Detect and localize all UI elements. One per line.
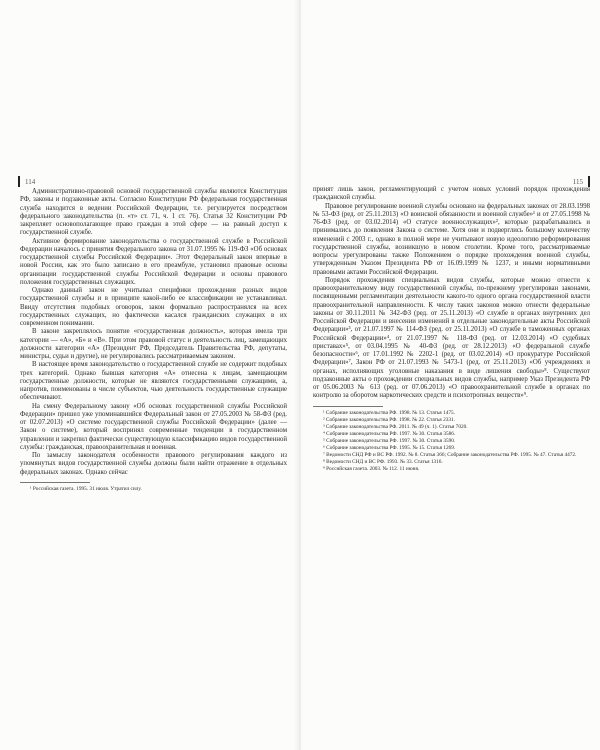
footnote: ⁶ Собрание законодательства РФ. 1995. № 15. Статья 1269. bbox=[323, 444, 456, 451]
paragraph: В законе закреплялось понятие «государственная должность», которая имела три категории — «А», «Б» и «В». При этом правовой статус и деятельность лиц, замещающих должности категории «А» (Президент РФ, Председатель Правительства РФ, депутаты, министры, судьи и другие), не регулировались рассматриваемым законом. bbox=[20, 328, 287, 360]
right-footnotes bbox=[313, 410, 590, 474]
right-page-number: 115 bbox=[572, 177, 583, 186]
left-footnotes bbox=[20, 486, 287, 493]
footnote: ⁸ Ведомости СНД и ВС РФ. 1993. № 33. Статья 1316. bbox=[323, 459, 443, 466]
left-page-number-marker bbox=[18, 176, 35, 187]
paragraph: Активное формирование законодательства о государственной службе в Российской Федерации началось с принятия Федерального закона от 31.07.1995 № 119-ФЗ «Об основах государственной службы Российской Федерации». Этот Федеральный закон впервые в новой России, как это было записано в его преамбуле, установил правовые основы организации государственной службы Российской Федерации и основы правового положения государственных служащих. bbox=[20, 237, 287, 286]
paragraph: принят лишь закон, регламентирующий с учетом новых условий порядок прохождения гражданской службы. bbox=[313, 186, 590, 202]
right-page bbox=[301, 0, 600, 750]
footnote-divider bbox=[313, 406, 383, 407]
footnote: ¹ Российская газета. 1995. 31 июля. Утратил силу. bbox=[30, 485, 142, 492]
paragraph: В настоящее время законодательство о государственной службе не содержит подобных трех категорий. Однако бывшая категория «А» отнесена к лицам, замещающим государственные должности, которые не являются государственными служащими, а, напротив, поименованы в числе субъектов, чью деятельность государственные служащие обеспечивают. bbox=[20, 361, 287, 402]
footnote: ² Собрание законодательства РФ. 1998. № 22. Статья 2331. bbox=[323, 416, 455, 423]
left-page-number: 114 bbox=[25, 177, 36, 186]
left-page-body bbox=[20, 188, 287, 493]
footnote: ⁵ Собрание законодательства РФ. 1997. № 30. Статья 3590. bbox=[323, 437, 456, 444]
footnote: ³ Собрание законодательства РФ. 2011. № 49 (ч. 1). Статья 7020. bbox=[323, 423, 468, 430]
left-page bbox=[0, 0, 299, 750]
footnote: ⁴ Собрание законодательства РФ. 1997. № 30. Статья 3586. bbox=[323, 430, 456, 437]
page-number-bar bbox=[18, 176, 20, 187]
footnote: ⁹ Российская газета. 2003. № 112. 11 июня. bbox=[323, 466, 420, 473]
paragraph: Административно-правовой основой государственной службы являются Конституция РФ, законы и подзаконные акты. Согласно Конституции РФ федеральная государственная служба находится в ведении Российской Федерации, т.е. регулируется посредством федерального законодательства (п. «т» ст. 71, ч. 1 ст. 76). Статья 32 Конституции РФ закрепляет основополагающее право граждан в этой сфере — на равный доступ к государственной службе. bbox=[20, 188, 287, 237]
footnote: ¹ Собрание законодательства РФ. 1998. № 13. Статья 1475. bbox=[323, 409, 455, 416]
footnote-divider bbox=[20, 482, 90, 483]
right-page-body bbox=[313, 186, 590, 473]
paragraph: По замыслу законодателя особенности правового регулирования каждого из упомянутых видов государственной службы должны были найти отражение в отдельных федеральных законах. Однако сейчас bbox=[20, 452, 287, 476]
paragraph: На смену Федеральному закону «Об основах государственной службы Российской Федерации» пришел уже упоминавшийся Федеральный закон от 27.05.2003 № 58-ФЗ (ред. от 02.07.2013) «О системе государственной службы Российской Федерации» (далее — Закон о системе), который воспринял современные тенденции в государственном управлении и закрепил фактически существующую классификацию видов государственной службы: гражданская, правоохранительная и военная. bbox=[20, 402, 287, 451]
paragraph: Правовое регулирование военной службы основано на федеральных законах от 28.03.1998 № 53-ФЗ (ред. от 25.11.2013) «О воинской обязанности и военной службе»¹ и от 27.05.1998 № 76-ФЗ (ред. от 03.02.2014) «О статусе военнослужащих»², которые разрабатывались и принимались до появления Закона о системе. Хотя они и подверглись большому количеству изменений с 2003 г., однако в полной мере не учитывают новую идеологию реформирования государственной службы, возникшую в новом столетии. Кроме того, рассматриваемые вопросы урегулированы также Положением о порядке прохождения военной службы, утвержденным Указом Президента РФ от 16.09.1999 № 1237, и иными нормативными правовыми актами Российской Федерации. bbox=[313, 202, 590, 276]
footnote: ⁷ Ведомости СНД РФ и ВС РФ. 1992. № 8. Статья 366; Собрание законодательства РФ. 1995. № 47. Статья 4472. bbox=[323, 452, 577, 459]
paragraph: Однако данный закон не учитывал специфики прохождения разных видов государственной службы и в принципе какой-либо ее классификации не устанавливал. Ввиду отсутствия подобных оговорок, закон формально распространялся на всех государственных служащих, но фактически касался гражданских служащих в их современном понимании. bbox=[20, 287, 287, 327]
paragraph: Порядок прохождения специальных видов службы, которые можно отнести к правоохранительному виду государственной службы, по-прежнему урегулирован законами, посвященными регламентации деятельности какого-то одного органа государственной власти правоохранительной направленности. К числу таких законов можно отнести федеральные законы от 30.11.2011 № 342-ФЗ (ред. от 25.11.2013) «О службе в органах внутренних дел Российской Федерации и внесении изменений в отдельные законодательные акты Российской Федерации»³, от 21.07.1997 № 114-ФЗ (ред. от 25.11.2013) «О службе в таможенных органах Российской Федерации»⁴, от 21.07.1997 № 118-ФЗ (ред. от 12.03.2014) «О судебных приставах»⁵, от 03.04.1995 № 40-ФЗ (ред. от 28.12.2013) «О федеральной службе безопасности»⁶, от 17.01.1992 № 2202-1 (ред. от 03.02.2014) «О прокуратуре Российской Федерации»⁷, Закон РФ от 21.07.1993 № 5473-1 (ред. от 25.11.2013) «Об учреждениях и органах, исполняющих уголовные наказания в виде лишения свободы»⁸. Существуют подзаконные акты о прохождении специальных видов службы, например Указ Президента РФ от 05.06.2003 № 613 (ред. от 07.06.2013) «О правоохранительной службе в органах по контролю за оборотом наркотических средств и психотропных веществ»⁹. bbox=[313, 276, 590, 400]
